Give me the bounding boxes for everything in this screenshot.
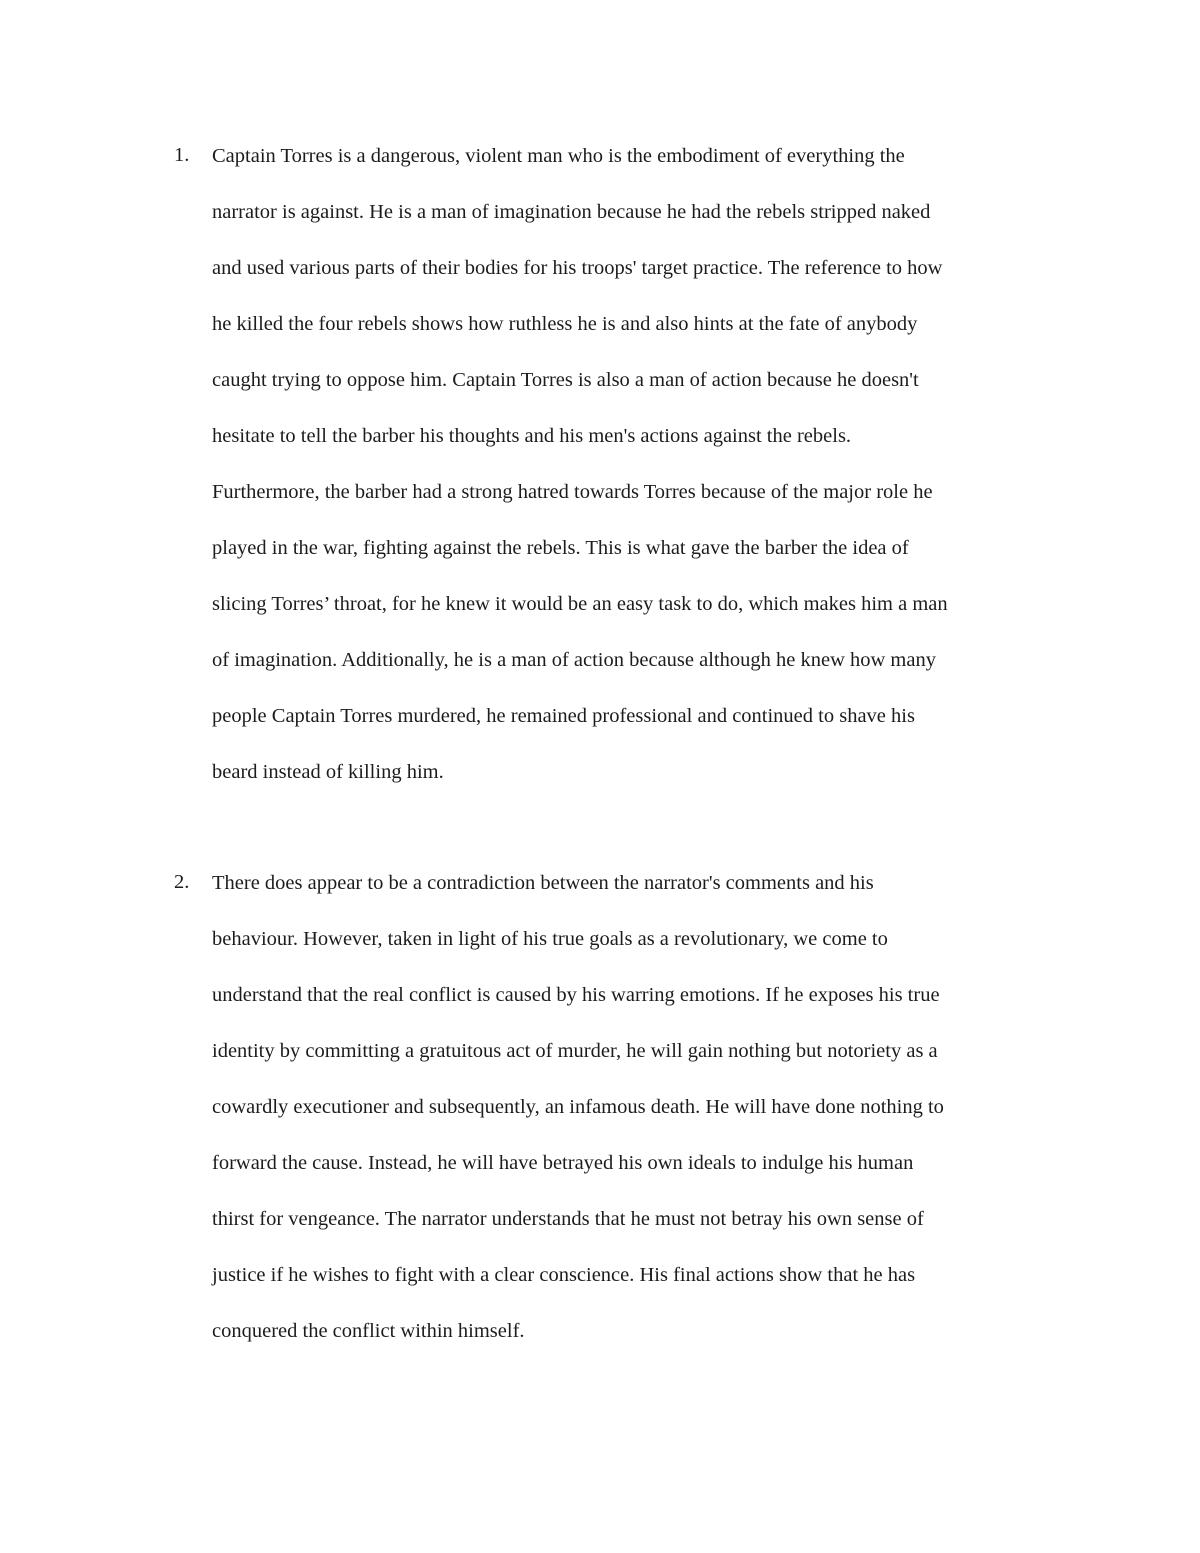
answer-1-line: of imagination. Additionally, he is a man of action because although he knew how many: [212, 649, 936, 671]
answer-1-line: played in the war, fighting against the rebels. This is what gave the barber the idea of: [212, 537, 909, 559]
answer-2-line: identity by committing a gratuitous act of murder, he will gain nothing but notoriety as a: [212, 1040, 938, 1062]
answer-1-number: 1.: [174, 144, 190, 166]
answer-2-line: There does appear to be a contradiction between the narrator's comments and his: [212, 872, 874, 894]
answer-1-line: caught trying to oppose him. Captain Torres is also a man of action because he doesn't: [212, 369, 919, 391]
answer-1-line: beard instead of killing him.: [212, 761, 444, 783]
answer-2-line: thirst for vengeance. The narrator understands that he must not betray his own sense of: [212, 1208, 924, 1230]
answer-1-line: Captain Torres is a dangerous, violent man who is the embodiment of everything the: [212, 145, 905, 167]
answer-1-line: and used various parts of their bodies for his troops' target practice. The reference to how: [212, 257, 943, 279]
answer-2-line: justice if he wishes to fight with a clear conscience. His final actions show that he has: [212, 1264, 916, 1286]
answer-1-line: Furthermore, the barber had a strong hatred towards Torres because of the major role he: [212, 481, 933, 503]
answer-2-line: conquered the conflict within himself.: [212, 1320, 525, 1342]
answer-2-line: understand that the real conflict is caused by his warring emotions. If he exposes his true: [212, 984, 940, 1006]
answer-1-line: hesitate to tell the barber his thoughts and his men's actions against the rebels.: [212, 425, 852, 447]
answer-2-number: 2.: [174, 871, 190, 893]
answer-1-line: slicing Torres’ throat, for he knew it would be an easy task to do, which makes him a man: [212, 593, 948, 615]
answer-1-line: he killed the four rebels shows how ruthless he is and also hints at the fate of anybody: [212, 313, 918, 335]
answer-1-line: narrator is against. He is a man of imagination because he had the rebels stripped naked: [212, 201, 931, 223]
answer-2-line: behaviour. However, taken in light of his true goals as a revolutionary, we come to: [212, 928, 888, 950]
answer-2-line: cowardly executioner and subsequently, an infamous death. He will have done nothing to: [212, 1096, 944, 1118]
answer-2-line: forward the cause. Instead, he will have betrayed his own ideals to indulge his human: [212, 1152, 914, 1174]
answer-1-line: people Captain Torres murdered, he remained professional and continued to shave his: [212, 705, 915, 727]
